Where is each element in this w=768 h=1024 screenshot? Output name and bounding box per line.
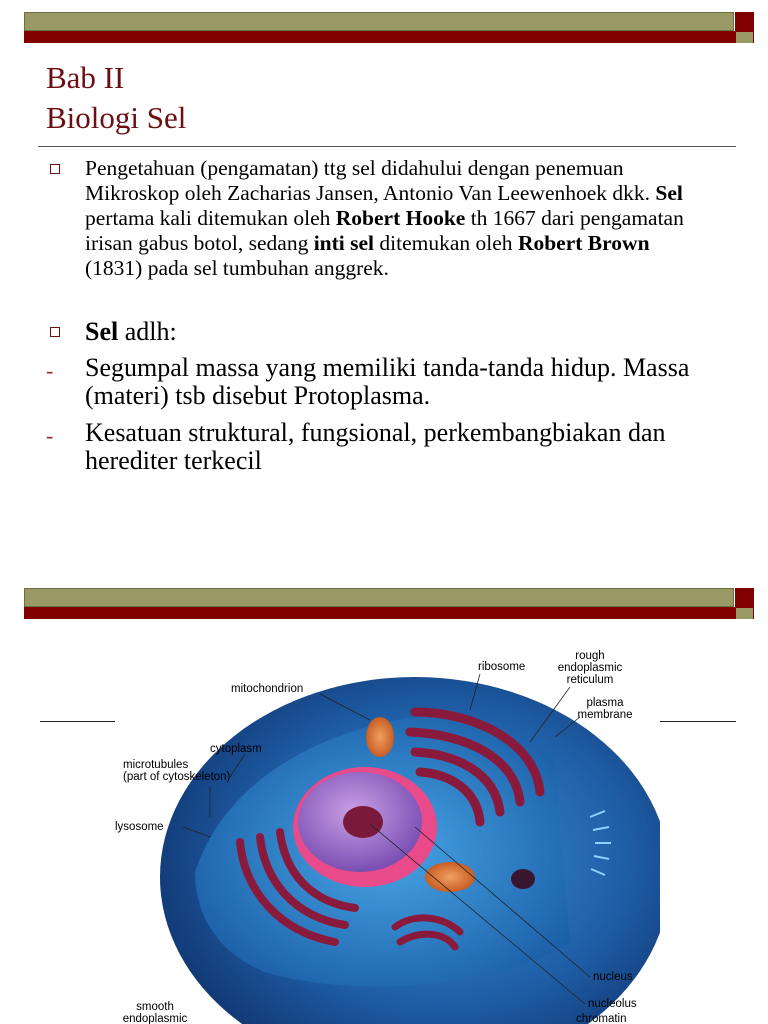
intro-paragraph: Pengetahuan (pengamatan) ttg sel didahului dengan penemuan Mikroskop oleh Zacharias Jansen, Antonio Van Leewenhoek dkk. Sel pertama kali ditemukan oleh Robert Hooke th 1667 dari pengamatan irisan gabus botol, sedang inti sel ditemukan oleh Robert Brown (1831) pada sel tumbuhan anggrek. [85,156,684,280]
header-square-maroon [735,588,754,607]
header-square-maroon [735,12,754,31]
label-cytoplasm: cytoplasm [210,743,262,755]
label-smooth-er: smooth endoplasmic [122,1001,188,1024]
mitochondrion-shape [366,717,394,757]
header-square-olive [736,608,753,619]
definition-item-1: Segumpal massa yang memiliki tanda-tanda hidup. Massa (materi) tsb disebut Protoplasma. [85,353,690,410]
label-ribosome: ribosome [478,661,526,673]
nucleolus-shape [343,806,383,838]
header-bar-maroon [24,31,754,43]
header-bar-olive [24,12,734,31]
sel-definition-heading: Sel adlh: [85,317,177,346]
title-divider [38,146,736,147]
label-nucleolus: nucleolus [588,998,637,1010]
label-mitochondrion: mitochondrion [231,683,304,695]
bullet-square-icon [50,164,60,174]
label-nucleus: nucleus [593,971,633,983]
label-microtubules: microtubules (part of cytoskeleton) [123,759,231,783]
header-bar-maroon [24,607,754,619]
label-chromatin: chromatin [576,1013,627,1024]
dash-bullet: - [46,358,54,383]
bullet-square-icon [50,327,60,337]
label-lysosome: lysosome [115,821,164,833]
title-placeholder-line-left [40,721,115,722]
dash-bullet: - [46,423,54,448]
header-square-olive [736,32,753,43]
slide-title-line-1: Bab II [46,60,125,95]
animal-cell-diagram [115,642,660,1024]
lysosome-shape [511,869,535,889]
definition-item-2: Kesatuan struktural, fungsional, perkembangbiakan dan herediter terkecil [85,418,666,475]
header-bar-olive [24,588,734,607]
title-placeholder-line-right [660,721,736,722]
label-plasma-membrane: plasma membrane [577,697,633,721]
label-rough-er: rough endoplasmic reticulum [557,650,623,686]
mitochondrion-shape [425,862,475,892]
slide-title-line-2: Biologi Sel [46,100,187,135]
